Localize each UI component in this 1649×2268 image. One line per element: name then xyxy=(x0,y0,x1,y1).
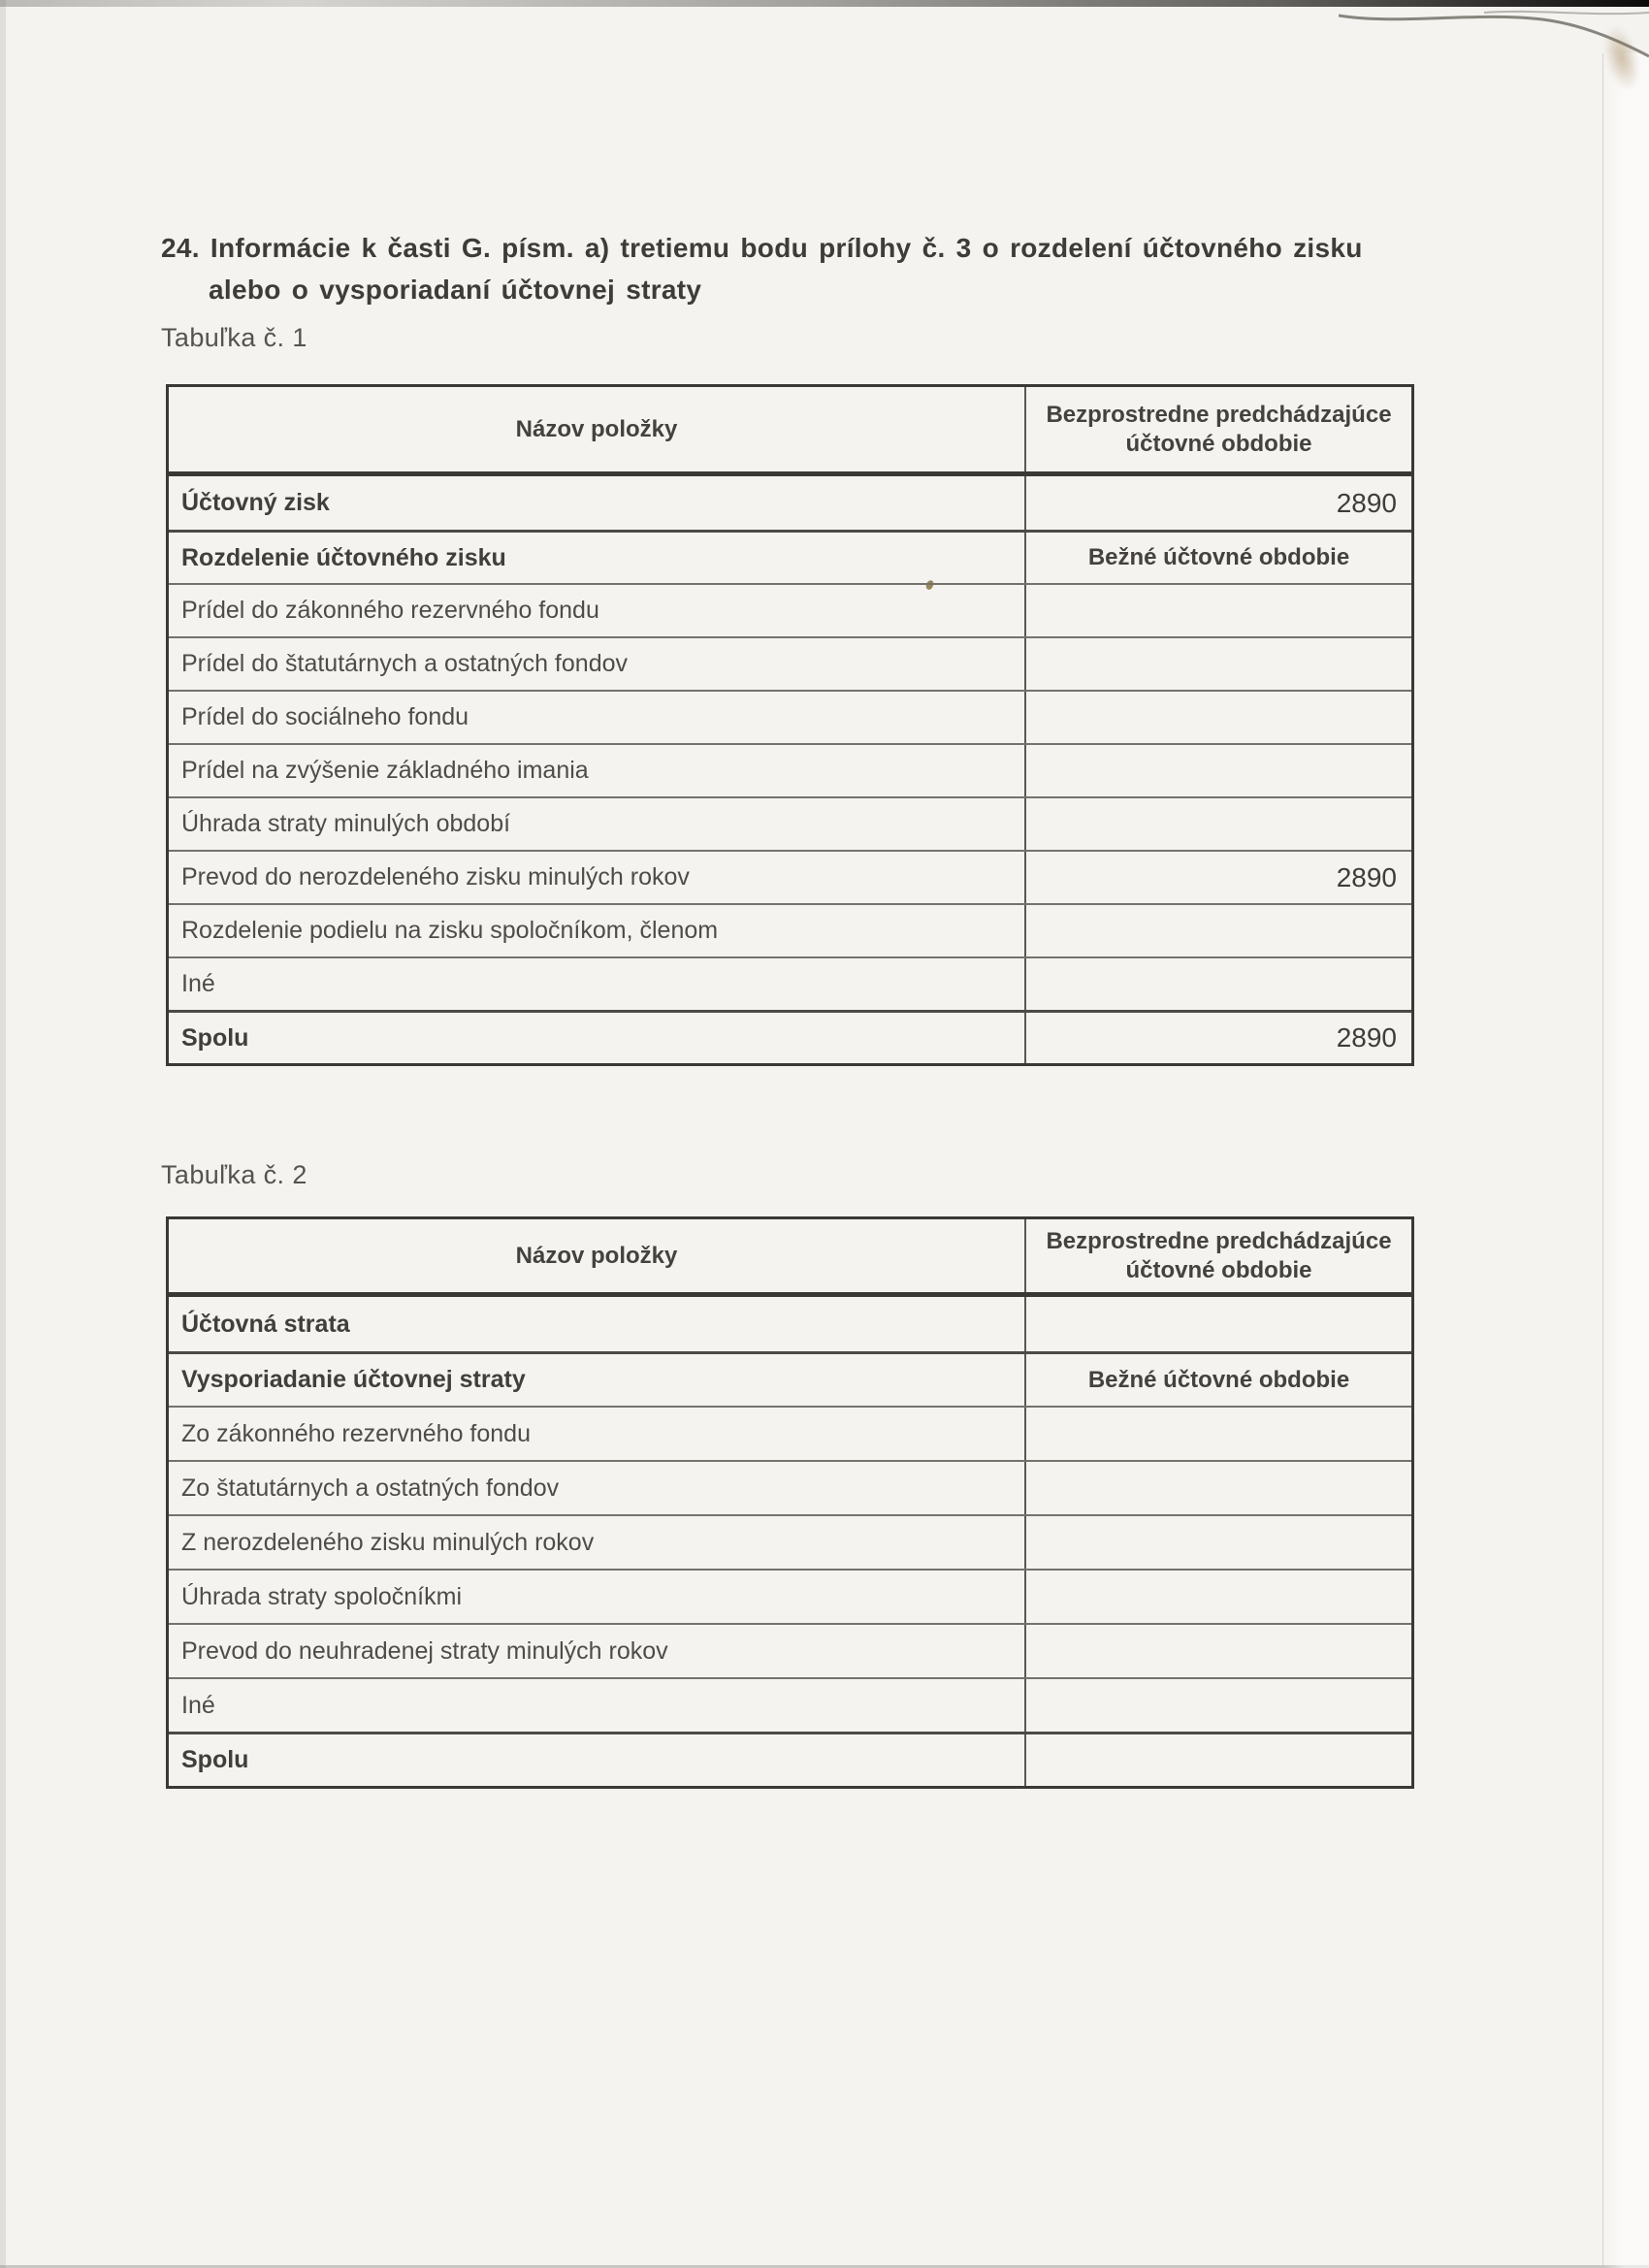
row-label: Prídel do štatutárnych a ostatných fondov xyxy=(181,650,628,677)
row-value xyxy=(1024,958,1411,1010)
table-row xyxy=(169,1351,1411,1406)
row-label: Účtovný zisk xyxy=(181,489,330,516)
row-value xyxy=(1024,585,1411,636)
row-label: Prevod do nerozdeleného zisku minulých rokov xyxy=(181,863,690,891)
row-label: Spolu xyxy=(181,1746,249,1773)
table2-caption: Tabuľka č. 2 xyxy=(161,1160,307,1189)
table1-header-row xyxy=(169,387,1411,476)
row-label: Úhrada straty spoločníkmi xyxy=(181,1582,463,1610)
row-value xyxy=(1024,905,1411,956)
row-value xyxy=(1024,1734,1411,1786)
table-row xyxy=(169,743,1411,796)
row-value: 2890 xyxy=(1024,1013,1411,1063)
row-value: 2890 xyxy=(1024,852,1411,903)
table-row-total xyxy=(169,1010,1411,1063)
table-row xyxy=(169,530,1411,583)
row-label: Účtovná strata xyxy=(181,1310,350,1338)
table-row xyxy=(169,1460,1411,1514)
table-row xyxy=(169,1569,1411,1623)
table-row xyxy=(169,476,1411,530)
table2-header-row xyxy=(169,1219,1411,1297)
scan-left-edge-shadow xyxy=(0,0,6,2268)
table2-header-period: Bezprostredne predchádzajúce účtovné obdobie xyxy=(1024,1219,1411,1292)
row-label: Z nerozdeleného zisku minulých rokov xyxy=(181,1528,595,1556)
row-label: Úhrada straty minulých období xyxy=(181,810,511,837)
row-label: Vysporiadanie účtovnej straty xyxy=(181,1366,526,1393)
row-value xyxy=(1024,692,1411,743)
table-row xyxy=(169,690,1411,743)
row-label: Zo štatutárnych a ostatných fondov xyxy=(181,1474,560,1502)
row-label: Rozdelenie účtovného zisku xyxy=(181,543,506,571)
row-value xyxy=(1024,798,1411,850)
row-value: Bežné účtovné obdobie xyxy=(1024,1354,1411,1406)
table-row-total xyxy=(169,1732,1411,1786)
table-row xyxy=(169,583,1411,636)
row-value xyxy=(1024,1625,1411,1677)
table1-header-name: Názov položky xyxy=(515,415,678,442)
table-row xyxy=(169,796,1411,850)
row-value xyxy=(1024,745,1411,796)
row-label: Zo zákonného rezervného fondu xyxy=(181,1419,531,1447)
table-row xyxy=(169,1406,1411,1460)
table-row xyxy=(169,1677,1411,1732)
row-value xyxy=(1024,1408,1411,1460)
row-label: Prídel do zákonného rezervného fondu xyxy=(181,597,599,624)
row-value: 2890 xyxy=(1024,476,1411,530)
row-label: Iné xyxy=(181,970,215,997)
table-2 xyxy=(166,1216,1414,1789)
table-row xyxy=(169,636,1411,690)
table-1 xyxy=(166,384,1414,1066)
section-heading-line2: alebo o vysporiadaní účtovnej straty xyxy=(209,275,702,305)
table-row xyxy=(169,903,1411,956)
row-label: Iné xyxy=(181,1691,215,1719)
row-label: Prídel do sociálneho fondu xyxy=(181,703,469,730)
section-heading-line1: 24. Informácie k časti G. písm. a) tretiemu bodu prílohy č. 3 o rozdelení účtovného zisku xyxy=(161,233,1363,263)
table1-header-period: Bezprostredne predchádzajúce účtovné obdobie xyxy=(1024,387,1411,471)
row-value xyxy=(1024,638,1411,690)
table-row xyxy=(169,1514,1411,1569)
row-label: Prevod do neuhradenej straty minulých rokov xyxy=(181,1636,668,1665)
row-value: Bežné účtovné obdobie xyxy=(1024,533,1411,583)
row-value xyxy=(1024,1571,1411,1623)
row-label: Rozdelenie podielu na zisku spoločníkom, členom xyxy=(181,917,719,944)
row-label: Prídel na zvýšenie základného imania xyxy=(181,757,589,784)
scan-page-right-edge xyxy=(1602,53,1649,2268)
table-row xyxy=(169,850,1411,903)
row-value xyxy=(1024,1462,1411,1514)
row-label: Spolu xyxy=(181,1023,249,1052)
table-row xyxy=(169,956,1411,1010)
table2-header-name: Názov položky xyxy=(515,1242,678,1269)
table-row xyxy=(169,1623,1411,1677)
row-value xyxy=(1024,1679,1411,1732)
row-value xyxy=(1024,1297,1411,1351)
table1-caption: Tabuľka č. 1 xyxy=(161,323,307,352)
row-value xyxy=(1024,1516,1411,1569)
table-row xyxy=(169,1297,1411,1351)
